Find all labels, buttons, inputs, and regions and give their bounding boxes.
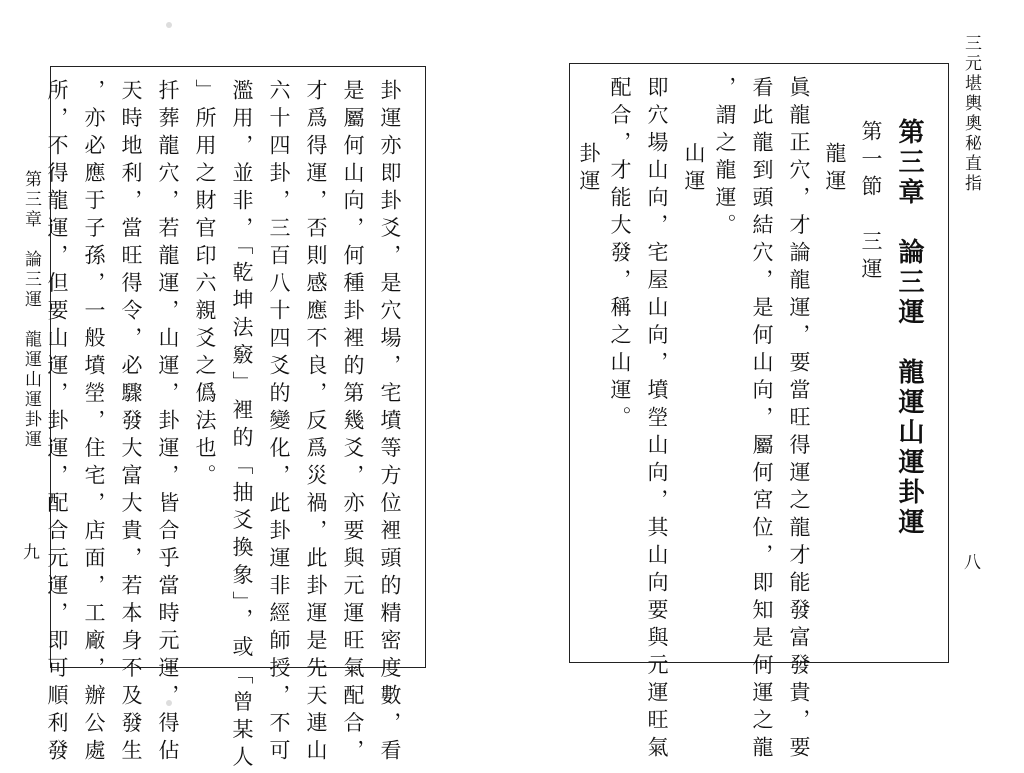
running-header-right: 三元堪輿奧秘直指 [961,34,981,194]
text-column: 才爲得運，否則感應不良，反爲災禍，此卦運是先天連山 [304,79,328,767]
section-heading: 第一節 三運 [859,120,883,285]
right-page-frame [569,63,949,764]
text-column: ，謂之龍運。 [713,76,737,241]
text-column: 看此龍到頭結穴，是何山向，屬何宮位，即知是何運之龍 [750,76,774,764]
text-column: 是屬何山向，何種卦裡的第幾爻，亦要與元運旺氣配合， [341,79,365,767]
chapter-title: 第三章 論三運 龍運山運卦運 [894,118,924,538]
subheading-hexagram-luck: 卦運 [577,142,601,197]
text-column: 」所用之財官印六親爻之僞法也。 [193,79,217,492]
left-page-frame [45,66,426,773]
text-column: 天時地利，當旺得令，必驟發大富大貴，若本身不及發生 [119,79,143,767]
text-column: 濫用，並非，「乾坤法竅」裡的「抽爻換象」，或「曾某人 [230,79,254,773]
binding-hole [166,22,172,28]
subheading-mountain-luck: 山運 [682,142,706,197]
text-column: 卦運亦即卦爻，是穴場，宅墳等方位裡頭的精密度數，看 [378,79,402,767]
text-column: ，亦必應于子孫，一般墳塋，住宅，店面，工廠，辦公處 [82,79,106,767]
page-number-left: 九 [23,543,40,563]
text-column: 扦葬龍穴，若龍運，山運，卦運，皆合乎當時元運，得佔 [156,79,180,767]
text-column: 眞龍正穴，才論龍運，要當旺得運之龍才能發富發貴，要 [787,76,811,764]
text-column: 配合，才能大發，稱之山運。 [608,76,632,434]
text-column: 所，不得龍運，但要山運，卦運，配合元運，即可順利發 [45,79,69,767]
text-column: 六十四卦，三百八十四爻的變化，此卦運非經師授，不可 [267,79,291,767]
running-header-left: 第三章 論三運 龍運山運卦運 [21,170,41,450]
text-column: 即穴場山向，宅屋山向，墳塋山向，其山向要與元運旺氣 [645,76,669,764]
page-number-right: 八 [964,553,981,573]
subheading-dragon-luck: 龍運 [823,142,847,197]
